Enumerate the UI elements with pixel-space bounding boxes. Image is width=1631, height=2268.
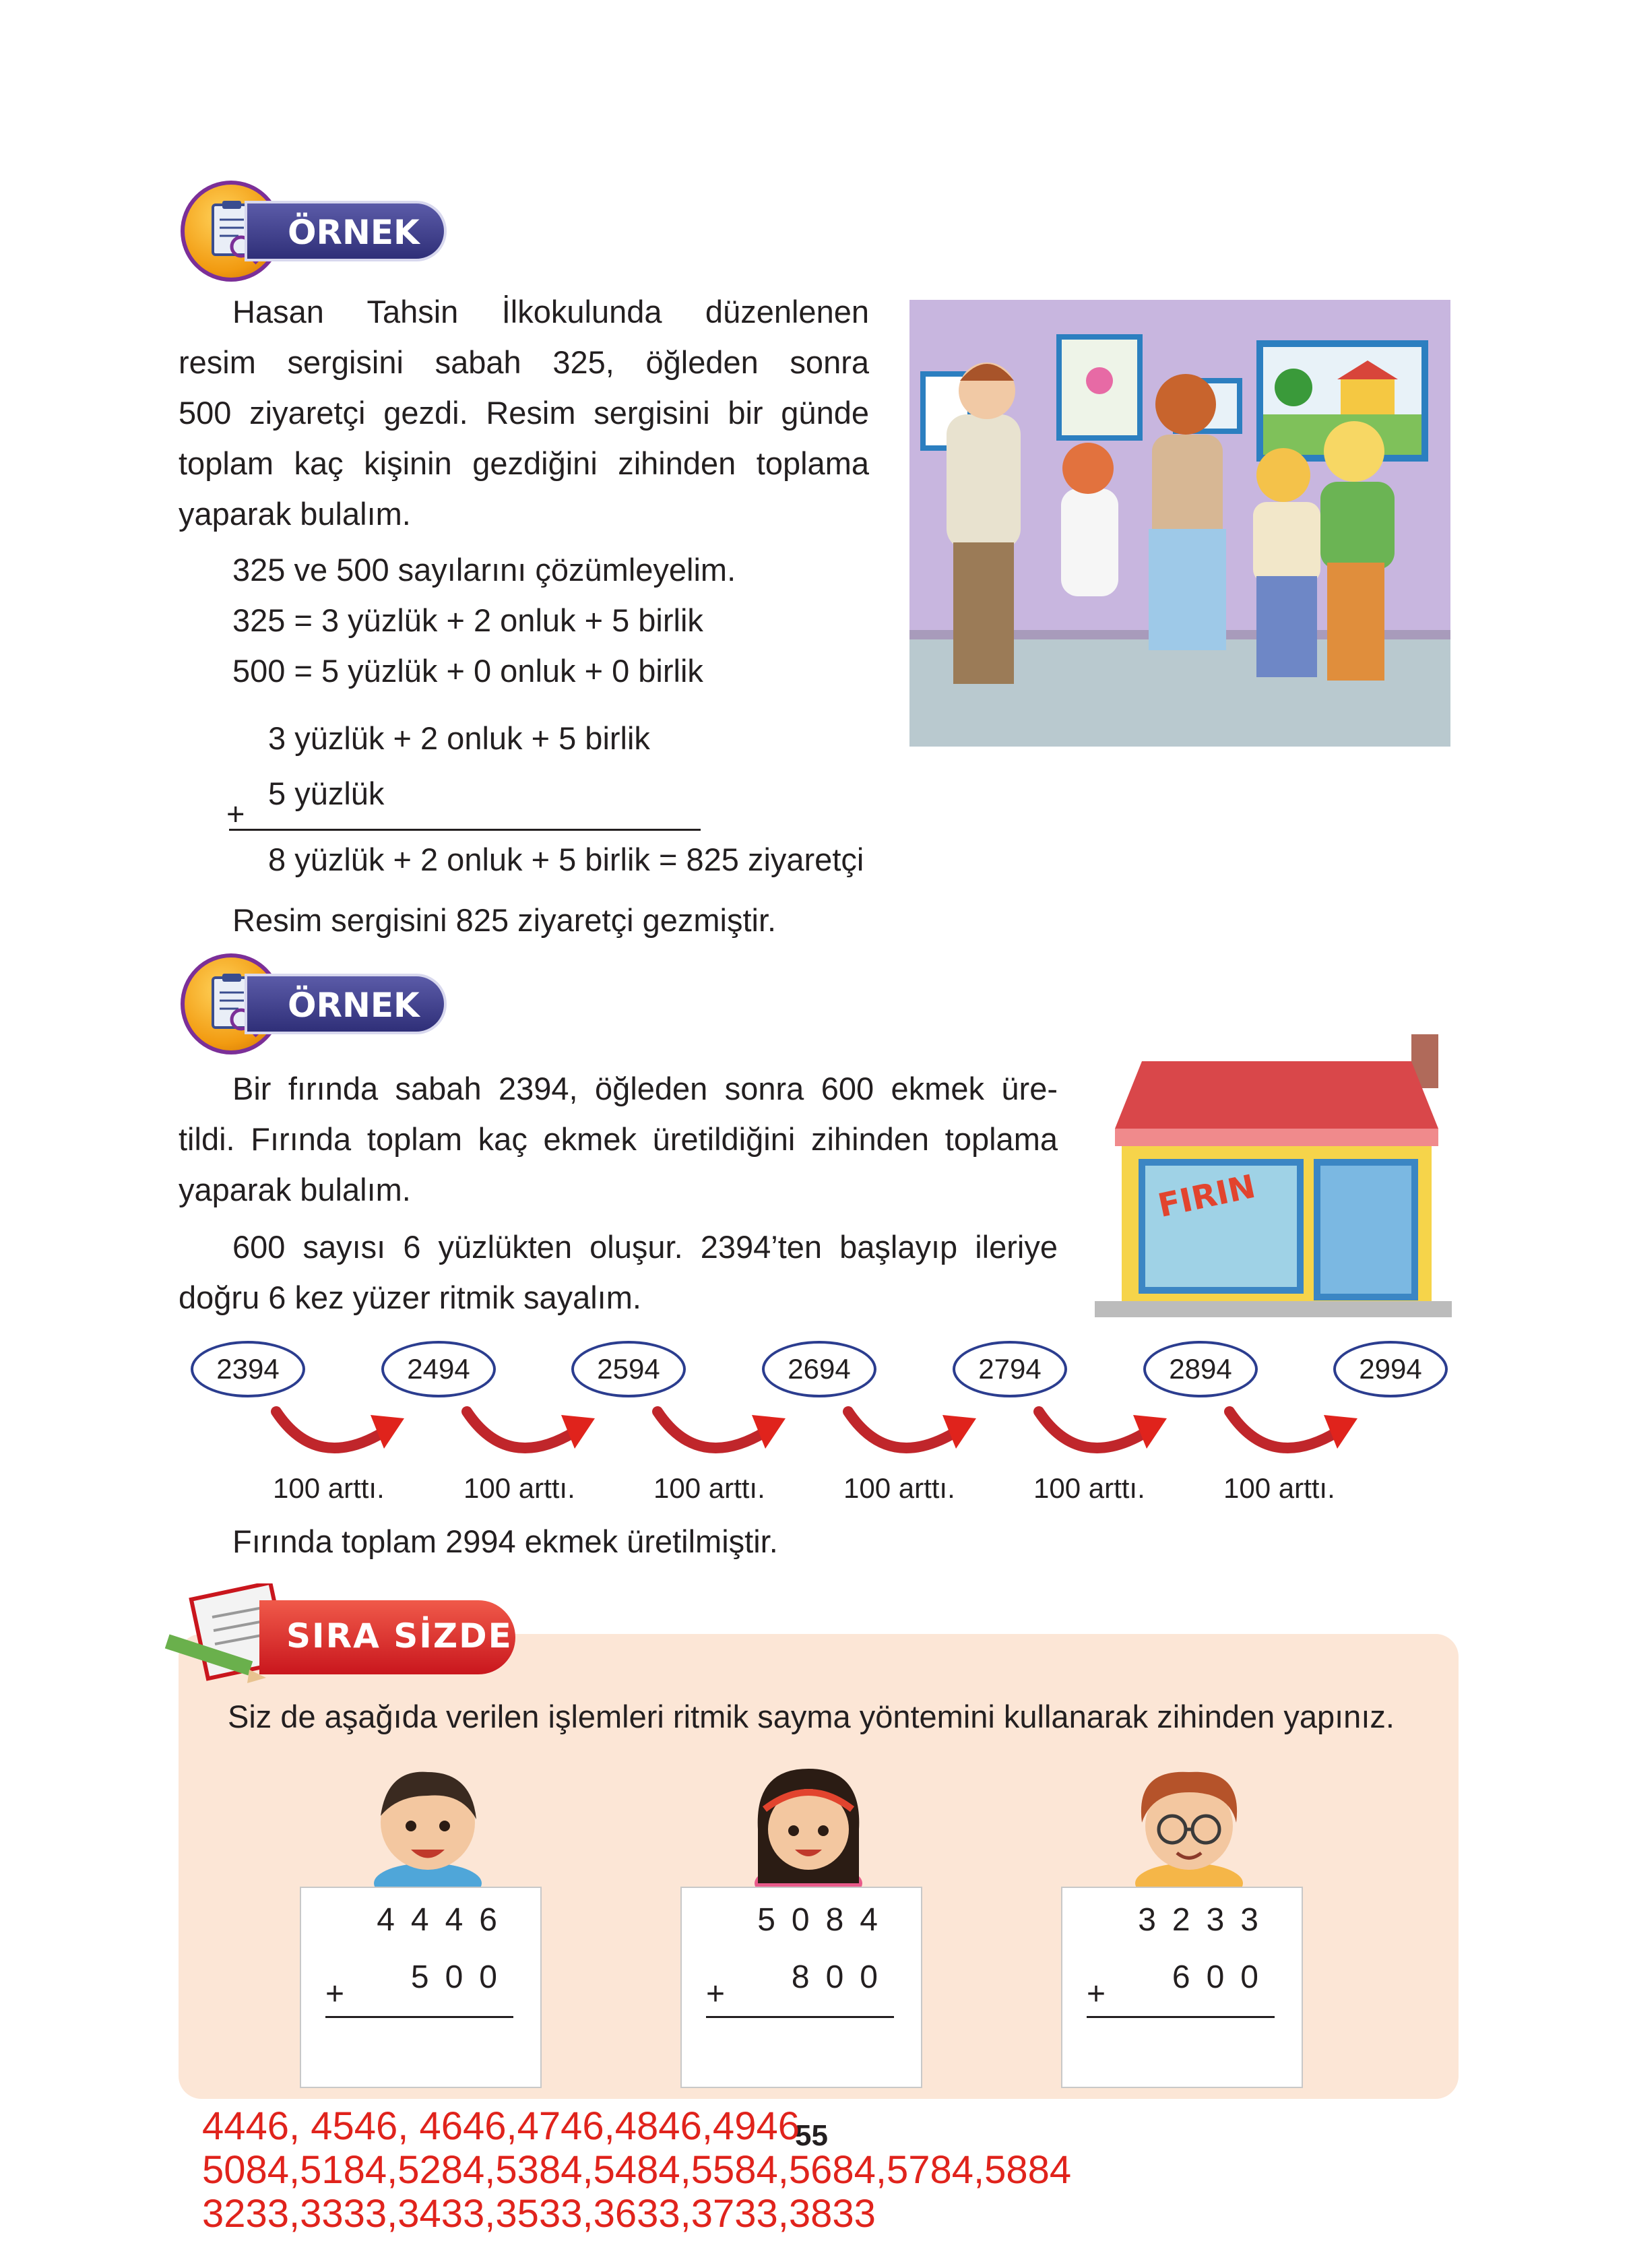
sequence-oval: 2594 [571, 1341, 686, 1397]
sum-underline [229, 829, 701, 831]
sequence-oval: 2494 [381, 1341, 496, 1397]
card-plus: + [706, 1976, 726, 2012]
sequence-oval: 2894 [1143, 1341, 1258, 1397]
step-label: 100 arttı. [653, 1472, 765, 1504]
gallery-illustration [909, 300, 1450, 747]
sequence-oval: 2794 [953, 1341, 1067, 1397]
paragraph-line: 500 ziyaretçi gezdi. Resim sergisini bir günde [179, 395, 869, 431]
card-bottom-number: 800 [791, 1959, 894, 1995]
answer-line-2: 5084,5184,5284,5384,5484,5584,5684,5784,5884 [202, 2148, 1072, 2192]
step-label: 100 arttı. [1223, 1472, 1335, 1504]
paragraph-line: doğru 6 kez yüzer ritmik sayalım. [179, 1280, 641, 1315]
example1-paragraph [179, 286, 869, 539]
card-top-number: 4446 [377, 1902, 513, 1938]
sum-line-2: 5 yüzlük [268, 776, 385, 811]
step-label: 100 arttı. [843, 1472, 955, 1504]
card-underline [325, 2016, 513, 2018]
card-underline [1087, 2016, 1275, 2018]
paragraph-line: tildi. Fırında toplam kaç ekmek üretildiğini zihinden toplama [179, 1121, 1058, 1157]
decompose-500: 500 = 5 yüzlük + 0 onluk + 0 birlik [232, 653, 703, 689]
sum-result: 8 yüzlük + 2 onluk + 5 birlik = 825 ziyaretçi [268, 842, 864, 877]
card-top-number: 5084 [757, 1902, 894, 1938]
ornek-badge-1 [181, 181, 463, 288]
sira-sizde-instruction: Siz de aşağıda verilen işlemleri ritmik sayma yöntemini kullanarak zihinden yapınız. [228, 1699, 1395, 1734]
ornek-badge-2 [181, 953, 463, 1061]
sum-line-1: 3 yüzlük + 2 onluk + 5 birlik [268, 720, 650, 756]
sira-sizde-label: SIRA SİZDE [286, 1616, 513, 1656]
sequence-oval: 2394 [191, 1341, 305, 1397]
curved-arrow-icon [841, 1398, 983, 1472]
card-plus: + [1087, 1976, 1106, 2012]
paragraph-line: yaparak bulalım. [179, 1172, 411, 1207]
curved-arrow-icon [651, 1398, 792, 1472]
example2-paragraph-2 [179, 1222, 1058, 1323]
curved-arrow-icon [1223, 1398, 1364, 1472]
sequence-oval: 2994 [1333, 1341, 1448, 1397]
decompose-intro: 325 ve 500 sayılarını çözümleyelim. [232, 552, 736, 588]
card-bottom-number: 600 [1172, 1959, 1275, 1995]
sira-sizde-badge [259, 1600, 515, 1674]
paragraph-line: toplam kaç kişinin gezdiğini zihinden toplama [179, 445, 869, 481]
card-top-number: 3233 [1138, 1902, 1275, 1938]
page-number: 55 [795, 2119, 828, 2152]
addition-card [1061, 1887, 1303, 2088]
card-underline [706, 2016, 894, 2018]
bakery-sign: FIRIN [1155, 1167, 1259, 1225]
card-plus: + [325, 1976, 345, 2012]
answer-line-3: 3233,3333,3433,3533,3633,3733,3833 [202, 2192, 876, 2236]
card-bottom-number: 500 [410, 1959, 513, 1995]
boy-glasses-avatar [1122, 1755, 1256, 1890]
curved-arrow-icon [269, 1398, 411, 1472]
paragraph-line: Hasan Tahsin İlkokulunda düzenlenen [232, 294, 869, 329]
paragraph-line: resim sergisini sabah 325, öğleden sonra [179, 344, 869, 380]
curved-arrow-icon [460, 1398, 602, 1472]
paragraph-line: yaparak bulalım. [179, 496, 411, 532]
sequence-oval: 2694 [762, 1341, 876, 1397]
step-label: 100 arttı. [273, 1472, 385, 1504]
addition-card [680, 1887, 922, 2088]
ornek-label-1: ÖRNEK [288, 213, 420, 252]
step-label: 100 arttı. [463, 1472, 575, 1504]
example1-conclusion: Resim sergisini 825 ziyaretçi gezmiştir. [232, 902, 777, 938]
paragraph-line: Bir fırında sabah 2394, öğleden sonra 600 ekmek üre- [232, 1071, 1058, 1106]
sum-plus: + [226, 796, 245, 831]
example2-conclusion: Fırında toplam 2994 ekmek üretilmiştir. [232, 1523, 778, 1559]
addition-card [300, 1887, 542, 2088]
boy-avatar [360, 1755, 495, 1890]
decompose-325: 325 = 3 yüzlük + 2 onluk + 5 birlik [232, 602, 703, 638]
curved-arrow-icon [1032, 1398, 1174, 1472]
example2-paragraph [179, 1063, 1058, 1215]
step-label: 100 arttı. [1033, 1472, 1145, 1504]
girl-avatar [741, 1755, 876, 1890]
ornek-label-2: ÖRNEK [288, 986, 420, 1025]
answer-line-1: 4446, 4546, 4646,4746,4846,4946 [202, 2104, 800, 2148]
paragraph-line: 600 sayısı 6 yüzlükten oluşur. 2394’ten başlayıp ileriye [232, 1229, 1058, 1265]
bakery-illustration [1095, 1034, 1452, 1317]
